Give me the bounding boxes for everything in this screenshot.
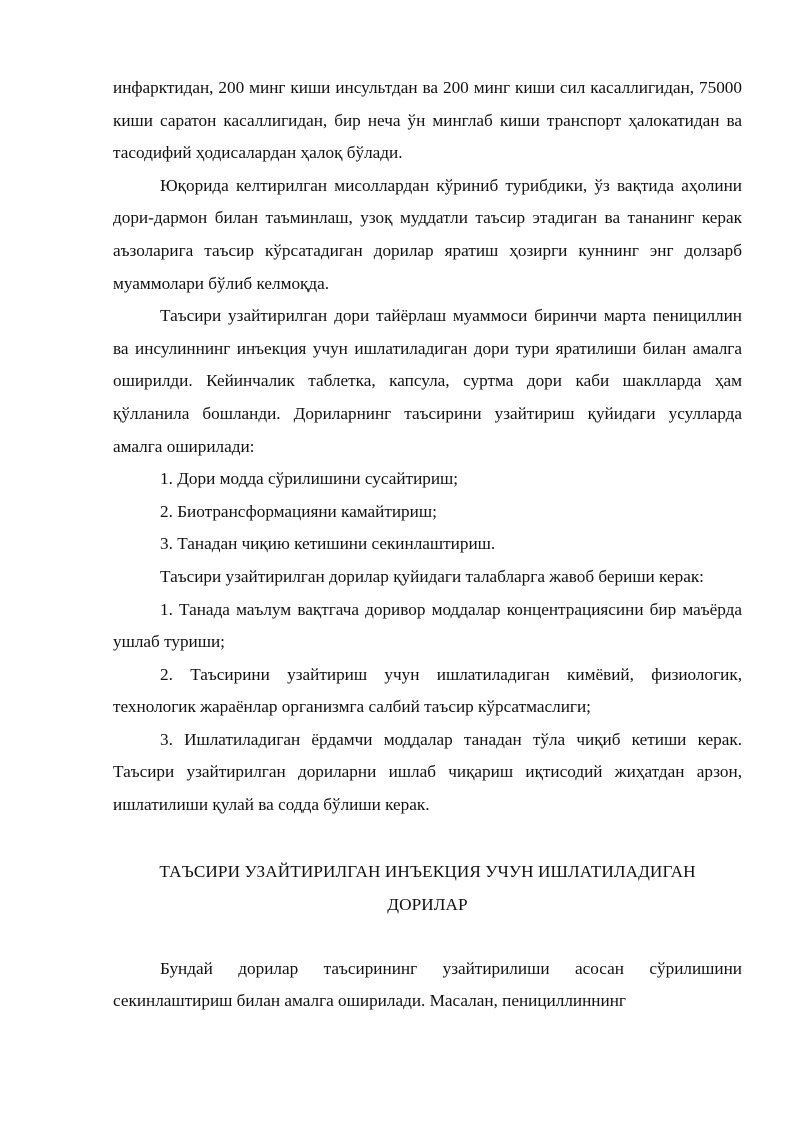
requirement-item: 1. Танада маълум вақтгача доривор моддалар концентрациясини бир маъёрда ушлаб туриши; xyxy=(113,599,742,652)
method-item: 1. Дори модда сўрилишини сусайтириш; xyxy=(160,469,459,489)
method-item: 2. Биотрансформацияни камайтириш; xyxy=(160,501,437,521)
requirement-item: 3. Ишлатиладиган ёрдамчи моддалар танадан тўла чиқиб кетиши керак. Таъсири узайтирилган дориларни ишлаб чиқариш иқтисодий жиҳатдан арзон, ишлатилиши қулай ва содда бўлиши керак. xyxy=(113,729,742,815)
method-item: 3. Танадан чиқию кетишини секинлаштириш. xyxy=(160,534,496,554)
paragraph-prolonged-history: Таъсири узайтирилган дори тайёрлаш муаммоси биринчи марта пенициллин ва инсулиннинг инъекция учун ишлатиладиган дори тури яратилиши билан амалга оширилди. Кейинчалик таблетка, капсула, суртма дори каби шаклларда ҳам қўлланила бошланди. Дориларнинг таъсирини узайтириш қуйидаги усулларда амалга оширилади: xyxy=(113,306,742,456)
section-heading-line: ТАЪСИРИ УЗАЙТИРИЛГАН ИНЪЕКЦИЯ УЧУН ИШЛАТИЛАДИГАН xyxy=(159,861,696,881)
requirement-item: 2. Таъсирини узайтириш учун ишлатиладиган кимёвий, физиологик, технологик жараёнлар организмга салбий таъсир кўрсатмаслиги; xyxy=(113,664,742,717)
paragraph-continuation: инфарктидан, 200 минг киши инсультдан ва 200 минг киши сил касаллигидан, 75000 киши саратон касаллигидан, бир неча ўн минглаб киши транспорт ҳалокатидан ва тасодифий ҳодисалардан ҳалоқ бўлади. xyxy=(113,78,742,163)
paragraph-injection-drugs: Бундай дорилар таъсирининг узайтирилиши асосан сўрилишини секинлаштириш билан амалга оширилади. Масалан, пенициллиннинг xyxy=(113,958,742,1011)
spacer xyxy=(113,921,742,953)
section-heading xyxy=(113,855,742,921)
paragraph-examples-summary: Юқорида келтирилган мисоллардан кўриниб турибдики, ўз вақтида аҳолини дори-дармон билан таъминлаш, узоқ муддатли таъсир этадиган ва тананинг керак аъзоларига таъсир кўрсатадиган дорилар яратиш ҳозирги куннинг энг долзарб муаммолари бўлиб келмоқда. xyxy=(113,175,742,293)
requirements-intro: Таъсири узайтирилган дорилар қуйидаги талабларга жавоб бериши керак: xyxy=(160,566,704,586)
section-heading-line: ДОРИЛАР xyxy=(387,894,468,914)
